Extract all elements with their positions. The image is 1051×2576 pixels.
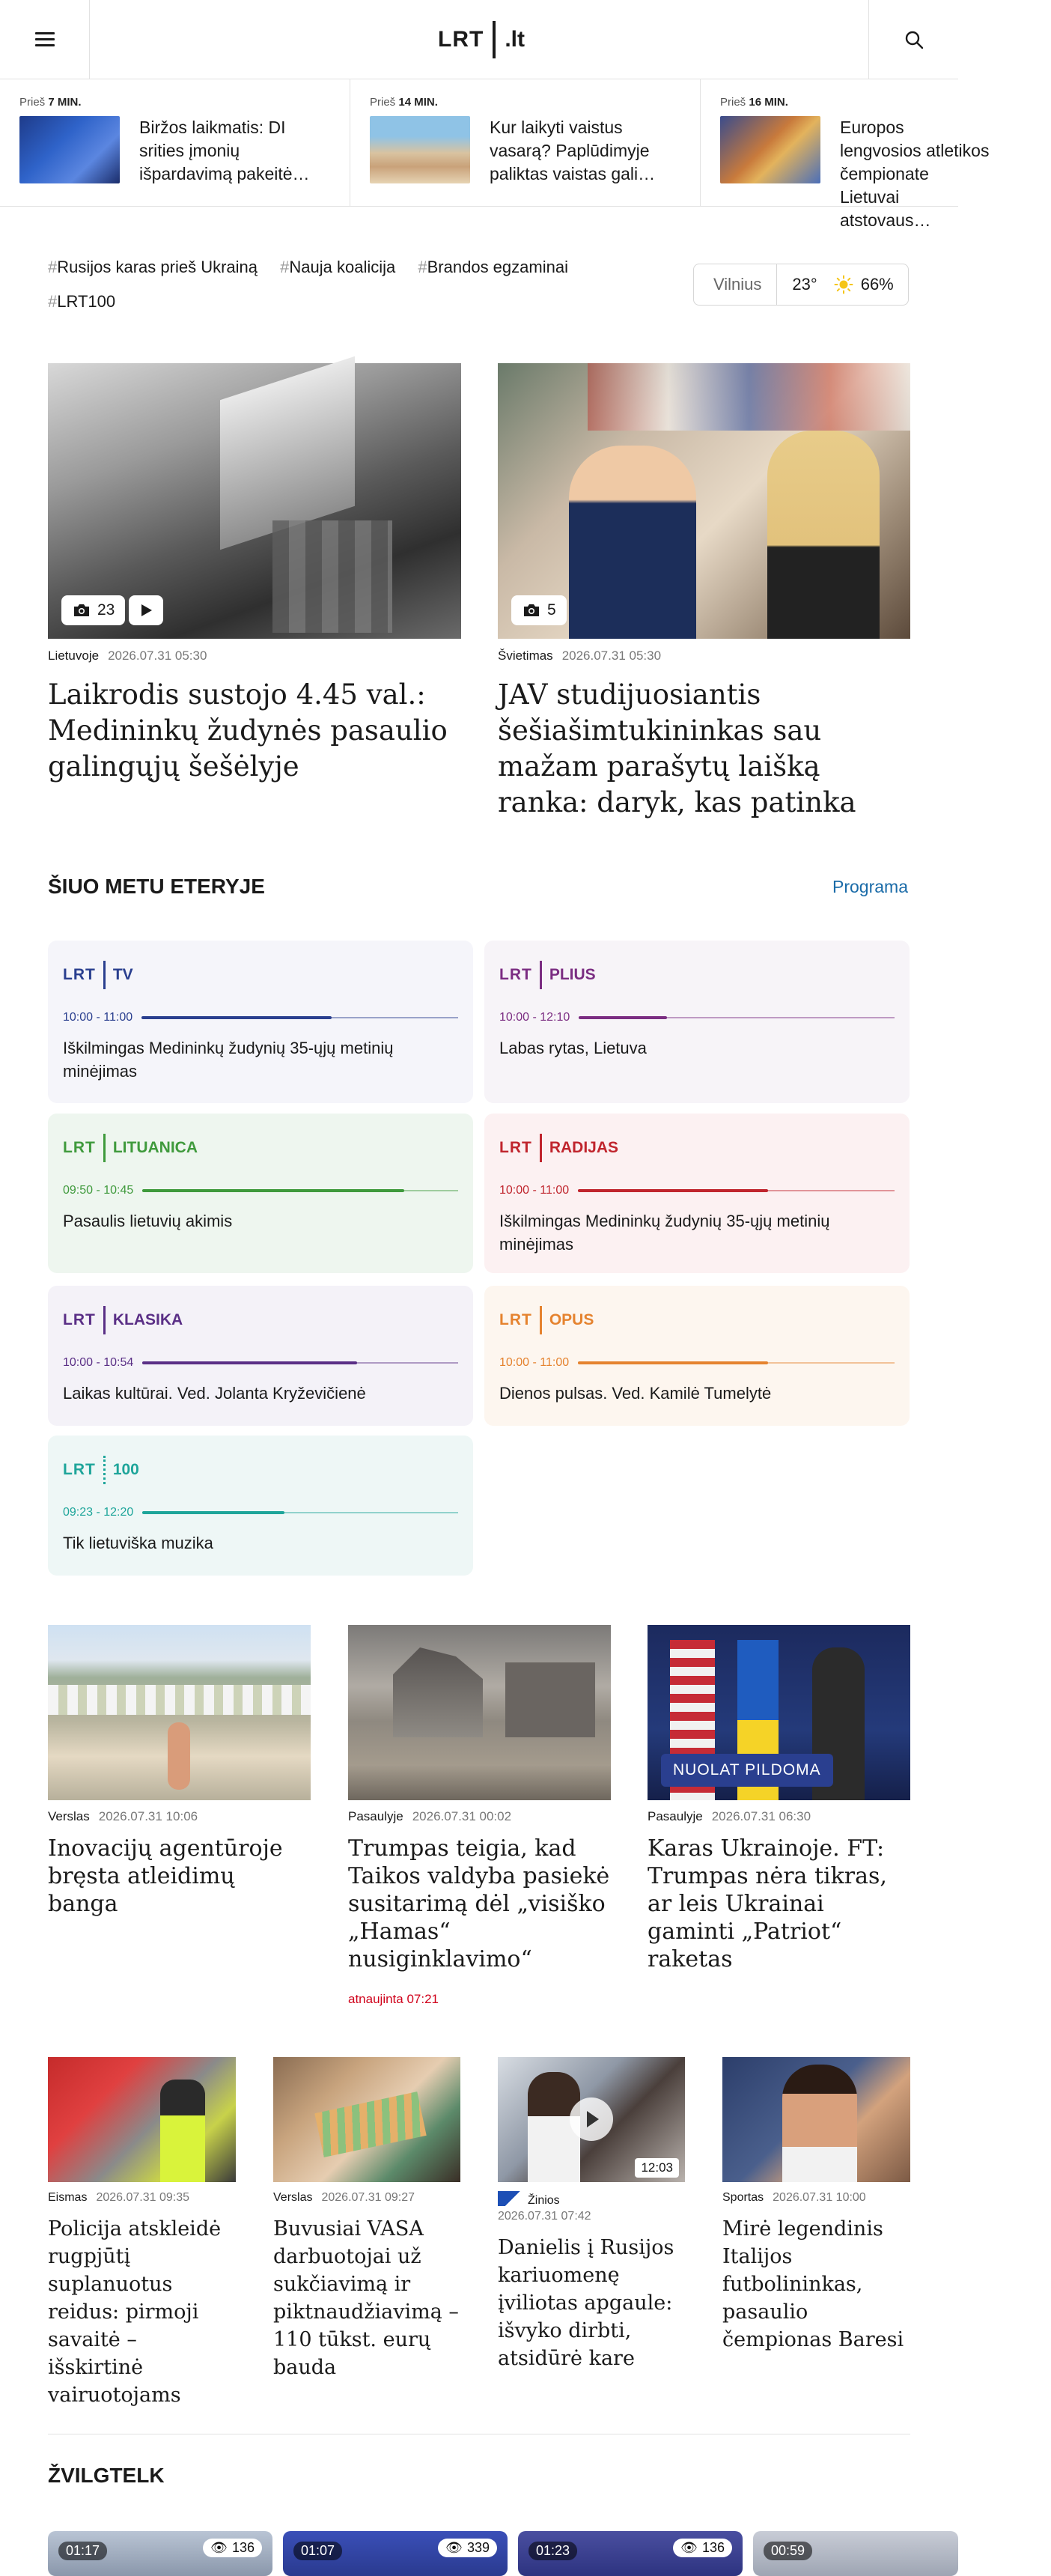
story-meta	[498, 2191, 560, 2208]
channel-progress-fill	[142, 1189, 404, 1192]
channel-name: PLIUS	[549, 966, 596, 983]
channel-progress-fill	[142, 1511, 284, 1514]
channel-progress-row	[63, 1184, 458, 1197]
story-image[interactable]	[48, 2057, 236, 2182]
play-button[interactable]	[570, 2097, 613, 2141]
program-link[interactable]: Programa	[832, 877, 908, 896]
story-category: Pasaulyje	[648, 1809, 703, 1823]
channel-progress-track	[579, 1017, 895, 1018]
glance-duration: 01:17	[58, 2542, 107, 2560]
glance-duration: 00:59	[764, 2542, 812, 2560]
channel-logo	[63, 960, 458, 990]
channel-logo	[63, 1455, 458, 1485]
story-category: Eismas	[48, 2191, 88, 2204]
story-headline[interactable]: Mirė legendinis Italijos futbolininkas, pasaulio čempionas Baresi	[722, 2217, 904, 2351]
channel-card[interactable]	[48, 1436, 473, 1576]
story-image[interactable]	[722, 2057, 910, 2182]
story-image[interactable]	[48, 1625, 311, 1800]
channel-time: 10:00 - 10:54	[63, 1356, 134, 1369]
camera-icon	[522, 602, 541, 619]
story-headline[interactable]: Karas Ukrainoje. FT: Trumpas nėra tikras, ar leis Ukrainai gaminti „Patriot“ raketas	[648, 1835, 887, 1972]
channel-progress-fill	[141, 1016, 332, 1019]
channel-progress-track	[142, 1362, 458, 1364]
weather-widget[interactable]	[693, 264, 909, 306]
channel-progress-track	[142, 1190, 458, 1191]
photo-count: 5	[547, 601, 556, 619]
story-date: 2026.07.31 05:30	[108, 648, 207, 663]
logo-lt: .lt	[505, 27, 525, 52]
channel-logo	[63, 1133, 458, 1163]
glance-video-card[interactable]	[753, 2531, 958, 2576]
ticker-thumbnail	[370, 116, 470, 183]
glance-video-card[interactable]	[48, 2531, 272, 2576]
channel-progress-fill	[579, 1016, 667, 1019]
story-category: Sportas	[722, 2191, 764, 2204]
channel-name: RADIJAS	[549, 1139, 619, 1156]
channel-time: 10:00 - 11:00	[499, 1184, 570, 1197]
updated-label: atnaujinta 07:21	[348, 1992, 439, 2006]
story-headline[interactable]: JAV studijuosiantis šešiašimtukininkas sau mažam parašytų laišką ranka: daryk, kas patinka	[498, 678, 856, 818]
channel-time: 09:23 - 12:20	[63, 1506, 134, 1519]
video-badge[interactable]	[129, 595, 163, 625]
channel-logo	[499, 960, 895, 990]
channel-progress-track	[578, 1190, 895, 1191]
channel-name: OPUS	[549, 1311, 594, 1328]
channel-logo-divider	[103, 1456, 106, 1484]
logo-lrt: LRT	[438, 27, 484, 52]
channel-time: 10:00 - 11:00	[499, 1356, 570, 1369]
channel-card[interactable]	[484, 941, 910, 1103]
ticker-item[interactable]	[0, 79, 350, 207]
channel-logo-divider	[103, 1306, 106, 1334]
channel-time: 09:50 - 10:45	[63, 1184, 134, 1197]
story-image[interactable]	[498, 2057, 685, 2182]
ticker-time: Prieš 16 MIN.	[720, 96, 788, 109]
story-category: Švietimas	[498, 648, 553, 663]
story-headline[interactable]: Trumpas teigia, kad Taikos valdyba pasiekė susitarimą dėl „visiško „Hamas“ nusiginklavimo“	[348, 1835, 610, 1972]
channel-show-title: Dienos pulsas. Ved. Kamilė Tumelytė	[499, 1384, 772, 1403]
site-header	[0, 0, 958, 79]
photo-count-badge	[61, 595, 125, 625]
glance-video-card[interactable]	[283, 2531, 508, 2576]
channel-progress-row	[63, 1011, 458, 1024]
story-category: Verslas	[48, 1809, 90, 1823]
story-date: 2026.07.31 05:30	[561, 648, 662, 663]
channel-time: 10:00 - 12:10	[499, 1011, 570, 1024]
channel-name: TV	[112, 966, 133, 983]
weather-city: Vilnius	[713, 275, 762, 294]
channel-logo-divider	[103, 1134, 106, 1162]
glance-video-card[interactable]	[518, 2531, 743, 2576]
tag-link[interactable]: #Nauja koalicija	[280, 258, 396, 276]
channel-logo	[63, 1305, 458, 1335]
channel-name: 100	[112, 1461, 139, 1478]
sun-icon	[834, 275, 853, 294]
story-meta	[648, 1809, 811, 1824]
ticker-title: Biržos laikmatis: DI srities įmonių išpardavimą pakeitė…	[139, 118, 310, 183]
story-meta	[722, 2191, 866, 2205]
channel-progress-row	[499, 1011, 895, 1024]
latest-news-ticker	[0, 79, 990, 230]
story-headline[interactable]: Danielis į Rusijos kariuomenę įviliotas apgaule: išvyko dirbti, atsidūrė kare	[498, 2236, 674, 2370]
story-date: 2026.07.31 00:02	[412, 1809, 512, 1823]
play-icon	[570, 2097, 613, 2141]
weather-humidity: 66%	[860, 275, 894, 294]
story-meta	[348, 1809, 511, 1824]
channel-show-title: Pasaulis lietuvių akimis	[63, 1212, 233, 1230]
search-button[interactable]	[868, 0, 958, 79]
glance-views: 👁 136	[673, 2539, 732, 2557]
story-date: 2026.07.31 10:06	[98, 1809, 198, 1823]
channel-brand: LRT	[499, 966, 532, 983]
ticker-time: Prieš 7 MIN.	[19, 96, 82, 109]
video-duration: 12:03	[635, 2158, 679, 2178]
play-icon	[138, 602, 154, 619]
photo-count-badge	[511, 595, 567, 625]
channel-progress-track	[142, 1512, 458, 1513]
ticker-item[interactable]	[350, 79, 701, 207]
menu-button[interactable]	[0, 0, 90, 79]
channel-show-title: Iškilmingas Medininkų žudynių 35-ųjų metinių minėjimas	[499, 1212, 830, 1254]
channel-brand: LRT	[63, 966, 96, 983]
eye-icon: 👁	[680, 2540, 698, 2555]
site-logo[interactable]	[438, 21, 525, 58]
ticker-thumbnail	[19, 116, 120, 183]
story-image[interactable]	[648, 1625, 910, 1800]
channel-brand: LRT	[499, 1311, 532, 1328]
story-headline[interactable]: Laikrodis sustojo 4.45 val.: Medininkų žudynės pasaulio galingųjų šešėlyje	[48, 678, 448, 783]
ticker-title: Kur laikyti vaistus vasarą? Paplūdimyje paliktas vaistas gali…	[490, 118, 656, 183]
glance-views: 👁 136	[203, 2539, 262, 2557]
ticker-thumbnail	[720, 116, 820, 183]
weather-temp: 23°	[792, 275, 817, 294]
channel-progress-row	[499, 1184, 895, 1197]
channel-brand: LRT	[63, 1311, 96, 1328]
channel-brand: LRT	[63, 1461, 96, 1478]
ticker-item[interactable]	[701, 79, 1051, 230]
story-image[interactable]	[498, 363, 910, 639]
photo-count: 23	[97, 601, 115, 619]
glance-title: ŽVILGTELK	[48, 2464, 165, 2487]
story-image[interactable]	[273, 2057, 460, 2182]
channel-logo	[499, 1133, 895, 1163]
tag-link[interactable]: #Rusijos karas prieš Ukrainą	[48, 258, 258, 276]
channel-card[interactable]	[484, 1286, 910, 1426]
channel-card[interactable]	[48, 1114, 473, 1273]
channel-card[interactable]	[48, 941, 473, 1103]
story-date: 2026.07.31 10:00	[773, 2191, 866, 2204]
story-meta	[498, 648, 661, 663]
story-headline[interactable]: Policija atskleidė rugpjūtį suplanuotus reidus: pirmoji savaitė – išskirtinė vairuotojams	[48, 2217, 222, 2407]
hamburger-icon	[35, 32, 55, 47]
channel-logo-divider	[103, 961, 106, 989]
search-icon	[904, 30, 924, 49]
channel-progress-row	[63, 1356, 458, 1370]
story-headline[interactable]: Buvusiai VASA darbuotojai už sukčiavimą ir piktnaudžiavimą – 110 tūkst. eurų bauda	[273, 2217, 459, 2379]
story-meta	[273, 2191, 415, 2205]
weather-divider	[776, 264, 777, 306]
live-updates-badge: NUOLAT PILDOMA	[661, 1754, 833, 1787]
channel-card[interactable]	[48, 1286, 473, 1426]
glance-views: 👁 339	[438, 2539, 497, 2557]
story-date: 2026.07.31 07:42	[498, 2210, 591, 2223]
channel-show-title: Iškilmingas Medininkų žudynių 35-ųjų metinių minėjimas	[63, 1039, 394, 1081]
channel-card[interactable]	[484, 1114, 910, 1273]
story-headline[interactable]: Inovacijų agentūroje bręsta atleidimų banga	[48, 1835, 283, 1917]
story-image[interactable]	[48, 363, 461, 639]
channel-name: LITUANICA	[112, 1139, 198, 1156]
channel-logo-divider	[540, 1306, 542, 1334]
channel-progress-row	[63, 1506, 458, 1519]
story-meta	[48, 648, 207, 663]
channel-name: KLASIKA	[112, 1311, 183, 1328]
story-meta	[48, 2191, 189, 2205]
logo-divider	[493, 21, 496, 58]
zinios-flag-icon	[498, 2191, 520, 2206]
tag-link[interactable]: #LRT100	[48, 292, 116, 311]
channel-logo-divider	[540, 1134, 542, 1162]
channel-progress-fill	[578, 1189, 768, 1192]
camera-icon	[72, 602, 91, 619]
eye-icon: 👁	[445, 2540, 463, 2555]
story-category: Lietuvoje	[48, 648, 100, 663]
channel-logo-divider	[540, 961, 542, 989]
story-category: Verslas	[273, 2191, 313, 2204]
channel-show-title: Labas rytas, Lietuva	[499, 1039, 647, 1057]
glance-duration: 01:23	[528, 2542, 577, 2560]
channel-brand: LRT	[63, 1139, 96, 1156]
trending-tags	[48, 250, 647, 319]
channel-logo	[499, 1305, 895, 1335]
eye-icon: 👁	[210, 2540, 228, 2555]
channel-progress-track	[141, 1017, 458, 1018]
channel-progress-fill	[578, 1361, 768, 1364]
channel-time: 10:00 - 11:00	[63, 1011, 133, 1024]
story-date: 2026.07.31 09:27	[321, 2191, 415, 2204]
story-image[interactable]	[348, 1625, 611, 1800]
channel-show-title: Tik lietuviška muzika	[63, 1534, 213, 1552]
ticker-time: Prieš 14 MIN.	[370, 96, 438, 109]
story-meta	[48, 1809, 198, 1824]
tag-link[interactable]: #Brandos egzaminai	[418, 258, 568, 276]
story-date: 2026.07.31 09:35	[96, 2191, 190, 2204]
channel-show-title: Laikas kultūrai. Ved. Jolanta Kryževičienė	[63, 1384, 366, 1403]
on-air-title: ŠIUO METU ETERYJE	[48, 875, 265, 898]
channel-progress-fill	[142, 1361, 357, 1364]
story-category: Pasaulyje	[348, 1809, 403, 1823]
channel-progress-track	[578, 1362, 895, 1364]
ticker-title: Europos lengvosios atletikos čempionate Lietuvai atstovaus…	[840, 118, 990, 230]
story-date: 2026.07.31 06:30	[711, 1809, 811, 1823]
glance-duration: 01:07	[293, 2542, 342, 2560]
story-category: Žinios	[528, 2194, 560, 2207]
channel-brand: LRT	[499, 1139, 532, 1156]
channel-progress-row	[499, 1356, 895, 1370]
